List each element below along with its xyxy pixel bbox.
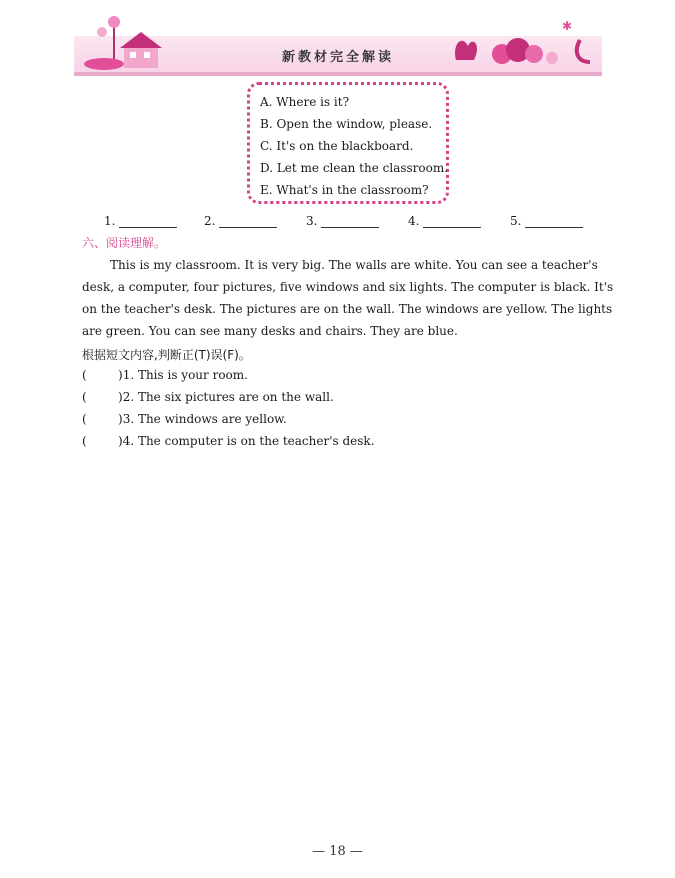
question-text: 4. The computer is on the teacher's desk.: [122, 434, 375, 448]
option-a: A. Where is it?: [260, 95, 350, 109]
option-d: D. Let me clean the classroom.: [260, 161, 449, 175]
answer-blank[interactable]: [525, 214, 583, 228]
answer-number: 5.: [510, 214, 522, 228]
answer-number: 1.: [104, 214, 116, 228]
instruction: 根据短文内容,判断正(T)误(F)。: [82, 348, 251, 362]
answer-blank[interactable]: [219, 214, 277, 228]
question-4: [82, 434, 375, 448]
answer-4[interactable]: [408, 214, 481, 228]
answer-2[interactable]: [204, 214, 277, 228]
header-stripe: [74, 72, 602, 76]
answer-blank[interactable]: [321, 214, 379, 228]
question-1: [82, 368, 248, 382]
answer-number: 3.: [306, 214, 318, 228]
question-text: 1. This is your room.: [122, 368, 248, 382]
answer-paren[interactable]: (: [82, 412, 87, 426]
section-title: 六、阅读理解。: [82, 236, 167, 250]
question-2: [82, 390, 334, 404]
option-c: C. It's on the blackboard.: [260, 139, 414, 153]
paren-close: ): [118, 368, 123, 382]
question-3: [82, 412, 287, 426]
answer-number: 2.: [204, 214, 216, 228]
answer-paren[interactable]: (: [82, 434, 87, 448]
svg-text:✱: ✱: [562, 19, 573, 33]
passage-line: on the teacher's desk. The pictures are on the wall. The windows are yellow. The lights: [82, 302, 613, 316]
passage-line: This is my classroom. It is very big. The walls are white. You can see a teacher's: [110, 258, 598, 272]
page-number: — 18 —: [312, 844, 363, 859]
option-b: B. Open the window, please.: [260, 117, 433, 131]
answer-number: 4.: [408, 214, 420, 228]
answer-paren[interactable]: (: [82, 368, 87, 382]
paren-close: ): [118, 434, 123, 448]
option-e: E. What's in the classroom?: [260, 183, 429, 197]
paren-close: ): [118, 412, 123, 426]
question-text: 3. The windows are yellow.: [122, 412, 287, 426]
answer-5[interactable]: [510, 214, 583, 228]
question-text: 2. The six pictures are on the wall.: [122, 390, 334, 404]
passage-line: desk, a computer, four pictures, five windows and six lights. The computer is black. It's: [82, 280, 614, 294]
answer-blank[interactable]: [423, 214, 481, 228]
paren-close: ): [118, 390, 123, 404]
answer-blank[interactable]: [119, 214, 177, 228]
page-header: [74, 10, 602, 76]
answer-paren[interactable]: (: [82, 390, 87, 404]
answer-1[interactable]: [104, 214, 177, 228]
header-title: 新教材完全解读: [281, 50, 394, 65]
answer-3[interactable]: [306, 214, 379, 228]
options-box: [247, 82, 449, 204]
passage-line: are green. You can see many desks and chairs. They are blue.: [82, 324, 458, 338]
